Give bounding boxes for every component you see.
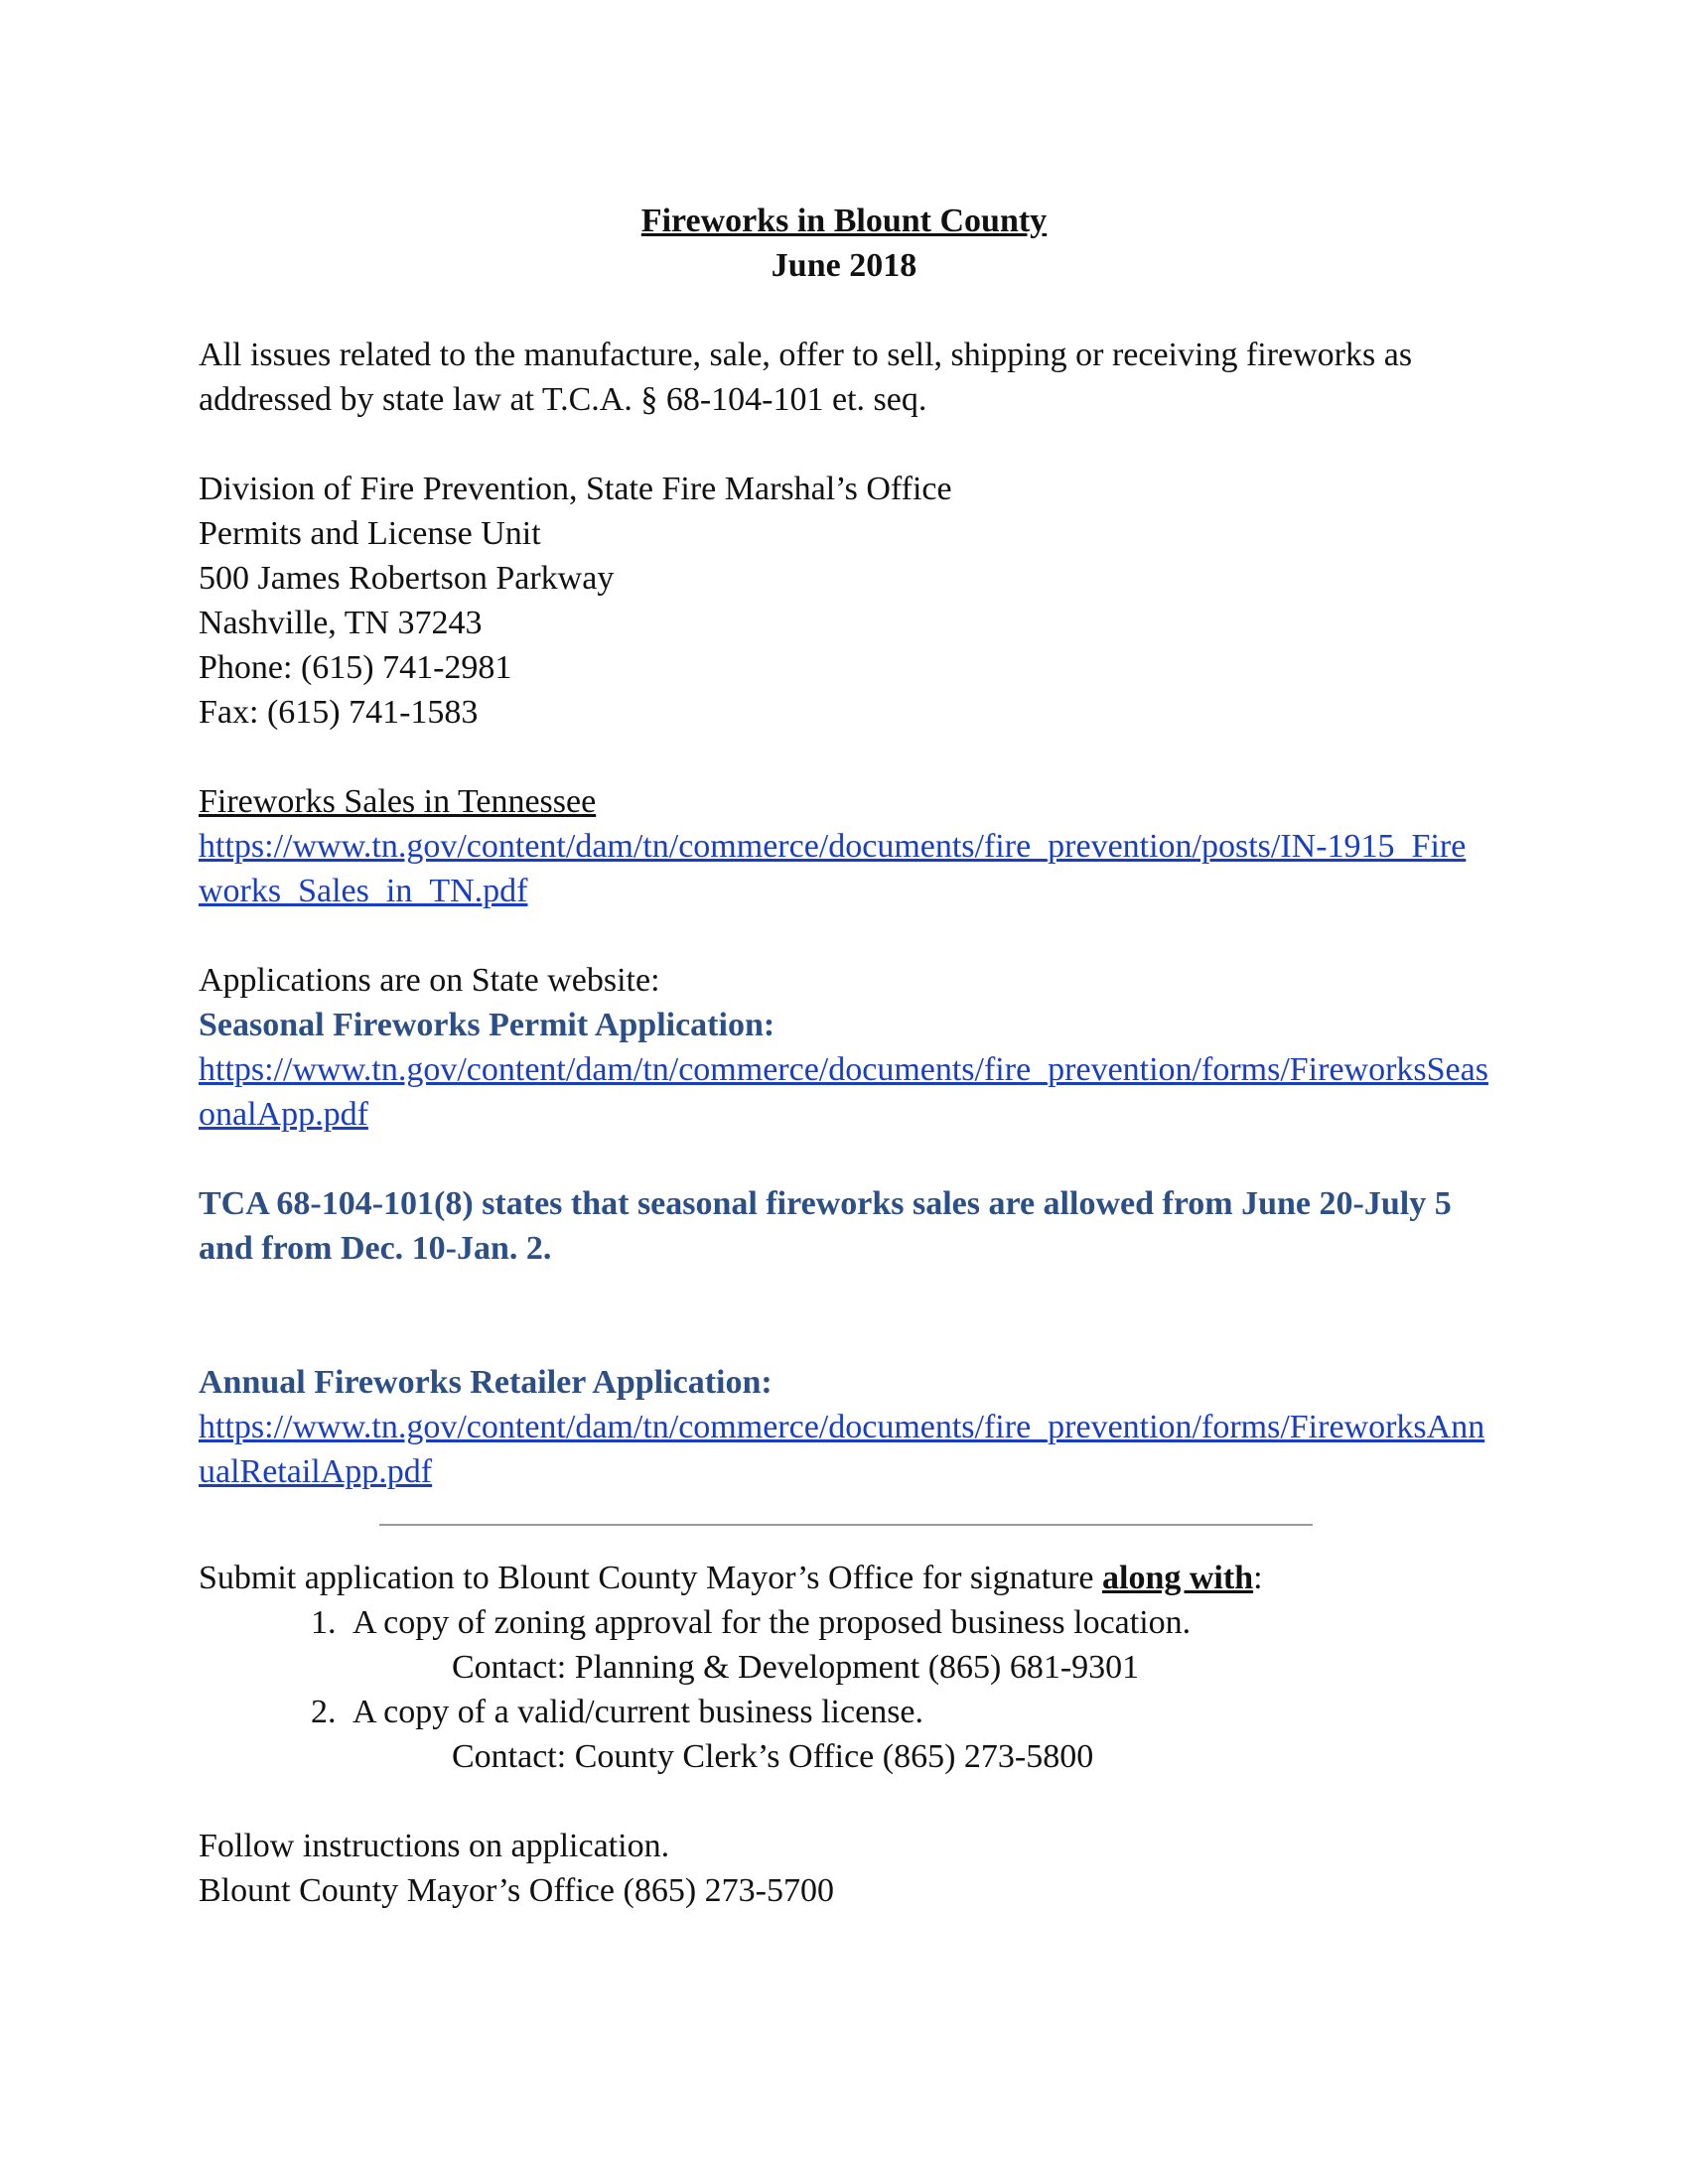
address-line-3: 500 James Robertson Parkway bbox=[199, 560, 615, 597]
list-item bbox=[345, 1600, 1489, 1690]
applications-section bbox=[199, 958, 1489, 1137]
requirements-list bbox=[199, 1600, 1489, 1779]
address-line-2: Permits and License Unit bbox=[199, 515, 541, 552]
submit-emphasis: along with bbox=[1102, 1560, 1254, 1596]
seasonal-app-link[interactable]: https://www.tn.gov/content/dam/tn/commerce/documents/fire_prevention/forms/FireworksSeasonalApp.pdf bbox=[199, 1051, 1488, 1133]
tca-note: TCA 68-104-101(8) states that seasonal fireworks sales are allowed from June 20-July 5 and from Dec. 10-Jan. 2. bbox=[199, 1185, 1452, 1267]
footer-block bbox=[199, 1824, 1489, 1913]
footer-line-1: Follow instructions on application. bbox=[199, 1828, 670, 1864]
annual-section bbox=[199, 1360, 1489, 1494]
footer-line-2: Blount County Mayor’s Office (865) 273-5700 bbox=[199, 1872, 834, 1909]
intro-paragraph: All issues related to the manufacture, sale, offer to sell, shipping or receiving fireworks as addressed by state law at T.C.A. § 68-104-101 et. seq. bbox=[199, 337, 1413, 418]
list-item-text: A copy of zoning approval for the proposed business location. bbox=[352, 1604, 1192, 1641]
seasonal-heading: Seasonal Fireworks Permit Application: bbox=[199, 1007, 775, 1043]
address-phone: Phone: (615) 741-2981 bbox=[199, 649, 512, 686]
divider bbox=[379, 1524, 1313, 1526]
sales-heading: Fireworks Sales in Tennessee bbox=[199, 783, 597, 820]
submit-section bbox=[199, 1556, 1489, 1779]
annual-app-link[interactable]: https://www.tn.gov/content/dam/tn/commerce/documents/fire_prevention/forms/FireworksAnnualRetailApp.pdf bbox=[199, 1409, 1485, 1490]
document-content bbox=[199, 199, 1489, 1913]
list-item-contact: Contact: Planning & Development (865) 681-9301 bbox=[452, 1649, 1140, 1686]
submit-lead-line bbox=[199, 1556, 1489, 1600]
title-block bbox=[199, 199, 1489, 288]
sales-link[interactable]: https://www.tn.gov/content/dam/tn/commerce/documents/fire_prevention/posts/IN-1915_Fireworks_Sales_in_TN.pdf bbox=[199, 828, 1467, 909]
address-fax: Fax: (615) 741-1583 bbox=[199, 694, 479, 731]
list-item-contact: Contact: County Clerk’s Office (865) 273-5800 bbox=[452, 1738, 1094, 1775]
address-line-4: Nashville, TN 37243 bbox=[199, 605, 483, 641]
list-item bbox=[345, 1690, 1489, 1779]
address-line-1: Division of Fire Prevention, State Fire Marshal’s Office bbox=[199, 471, 952, 507]
applications-intro: Applications are on State website: bbox=[199, 962, 660, 999]
page-title: Fireworks in Blount County bbox=[640, 203, 1048, 239]
list-item-text: A copy of a valid/current business license. bbox=[352, 1694, 924, 1730]
submit-colon: : bbox=[1253, 1560, 1263, 1596]
sales-section bbox=[199, 779, 1489, 913]
address-block bbox=[199, 467, 1489, 735]
page-date: June 2018 bbox=[771, 247, 917, 284]
submit-lead: Submit application to Blount County Mayor’s Office for signature bbox=[199, 1560, 1103, 1596]
annual-heading: Annual Fireworks Retailer Application: bbox=[199, 1364, 773, 1401]
